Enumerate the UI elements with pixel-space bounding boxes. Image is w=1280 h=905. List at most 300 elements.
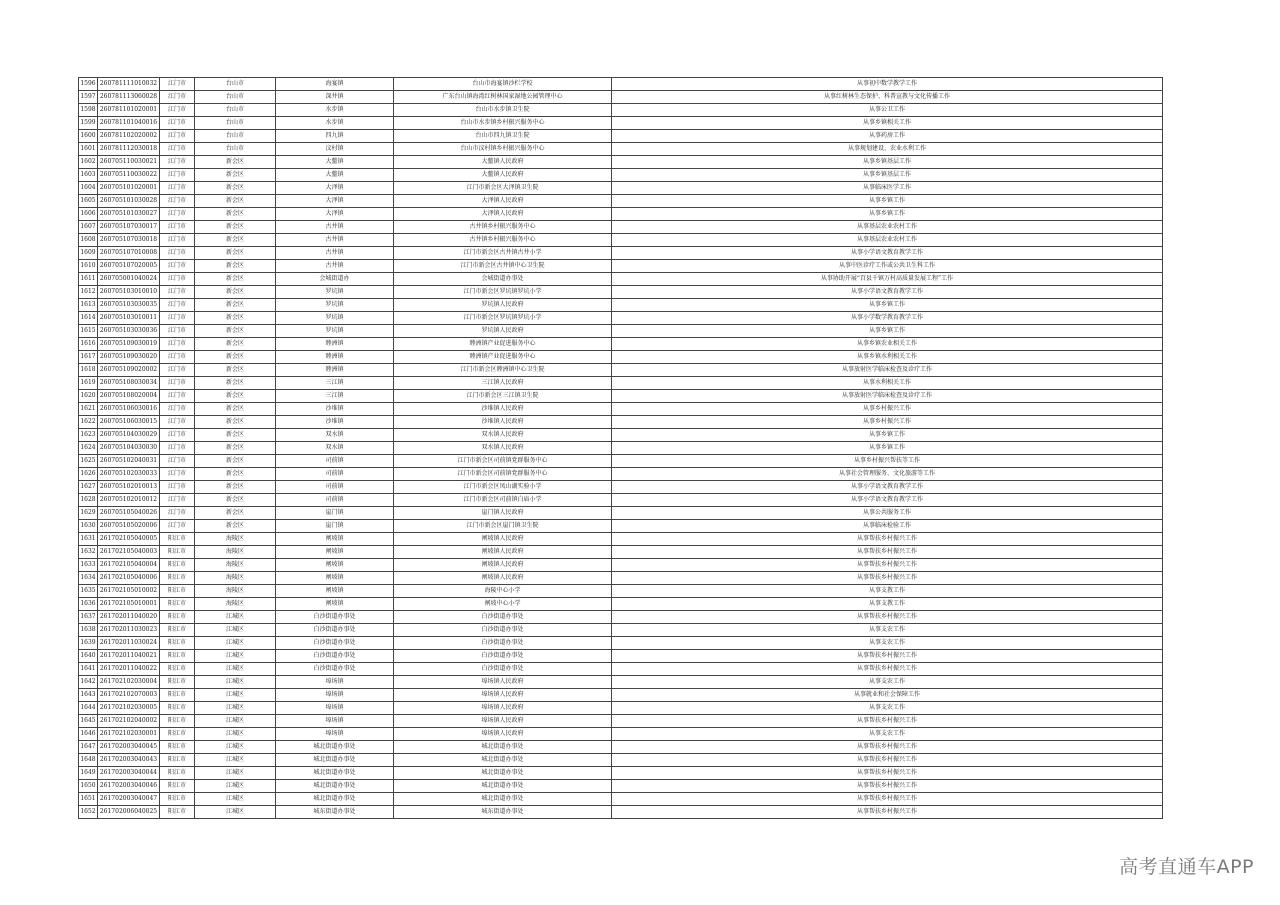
city-cell: 阳江市 — [160, 611, 195, 624]
town-cell: 睦洲镇 — [276, 351, 394, 364]
duty-cell: 从事支农工作 — [612, 637, 1163, 650]
table-row — [79, 624, 1163, 637]
position-code-cell: 261702006040025 — [98, 806, 160, 819]
position-code-cell: 260705001040024 — [98, 273, 160, 286]
table-row — [79, 221, 1163, 234]
city-cell: 阳江市 — [160, 715, 195, 728]
duty-cell: 从事乡镇工作 — [612, 429, 1163, 442]
positions-table — [78, 77, 1163, 819]
unit-cell: 闸坡镇人民政府 — [394, 559, 612, 572]
unit-cell: 广东台山镇海湾红树林国家湿地公园管理中心 — [394, 91, 612, 104]
district-cell: 新会区 — [195, 182, 276, 195]
table-row — [79, 793, 1163, 806]
district-cell: 海陵区 — [195, 585, 276, 598]
position-code-cell: 260705105020006 — [98, 520, 160, 533]
district-cell: 新会区 — [195, 325, 276, 338]
position-code-cell: 261702102030001 — [98, 728, 160, 741]
town-cell: 白沙街道办事处 — [276, 637, 394, 650]
unit-cell: 江门市新会区大泽镇卫生院 — [394, 182, 612, 195]
unit-cell: 白沙街道办事处 — [394, 611, 612, 624]
duty-cell: 从事临床医学工作 — [612, 182, 1163, 195]
district-cell: 新会区 — [195, 455, 276, 468]
unit-cell: 白沙街道办事处 — [394, 637, 612, 650]
city-cell: 江门市 — [160, 520, 195, 533]
table-row — [79, 806, 1163, 819]
position-code-cell: 260705105040026 — [98, 507, 160, 520]
row-number-cell: 1612 — [79, 286, 98, 299]
unit-cell: 白沙街道办事处 — [394, 650, 612, 663]
table-row — [79, 403, 1163, 416]
position-code-cell: 260705107030018 — [98, 234, 160, 247]
town-cell: 城北街道办事处 — [276, 767, 394, 780]
table-row — [79, 715, 1163, 728]
duty-cell: 从事协助开展“百县千镇万村高质量发展工程”工作 — [612, 273, 1163, 286]
unit-cell: 江门市新会区凤山湖实验小学 — [394, 481, 612, 494]
position-code-cell: 260781112030018 — [98, 143, 160, 156]
duty-cell: 从事小学语文教育教学工作 — [612, 247, 1163, 260]
duty-cell: 从事帮扶乡村振兴工作 — [612, 780, 1163, 793]
table-row — [79, 611, 1163, 624]
city-cell: 阳江市 — [160, 767, 195, 780]
district-cell: 江城区 — [195, 780, 276, 793]
district-cell: 新会区 — [195, 520, 276, 533]
table-row — [79, 117, 1163, 130]
duty-cell: 从事乡镇农业相关工作 — [612, 338, 1163, 351]
duty-cell: 从事帮扶乡村振兴工作 — [612, 741, 1163, 754]
unit-cell: 城北街道办事处 — [394, 767, 612, 780]
city-cell: 阳江市 — [160, 559, 195, 572]
district-cell: 台山市 — [195, 143, 276, 156]
district-cell: 江城区 — [195, 611, 276, 624]
district-cell: 江城区 — [195, 637, 276, 650]
table-row — [79, 195, 1163, 208]
table-row — [79, 416, 1163, 429]
district-cell: 海陵区 — [195, 546, 276, 559]
duty-cell: 从事小学数学教育教学工作 — [612, 312, 1163, 325]
position-code-cell: 260705103010011 — [98, 312, 160, 325]
row-number-cell: 1617 — [79, 351, 98, 364]
row-number-cell: 1651 — [79, 793, 98, 806]
unit-cell: 埠场镇人民政府 — [394, 715, 612, 728]
district-cell: 台山市 — [195, 91, 276, 104]
unit-cell: 崖门镇人民政府 — [394, 507, 612, 520]
city-cell: 江门市 — [160, 390, 195, 403]
unit-cell: 沙堆镇人民政府 — [394, 416, 612, 429]
row-number-cell: 1608 — [79, 234, 98, 247]
duty-cell: 从事帮扶乡村振兴工作 — [612, 715, 1163, 728]
table-row — [79, 299, 1163, 312]
table-row — [79, 741, 1163, 754]
district-cell: 新会区 — [195, 169, 276, 182]
position-code-cell: 260781111010032 — [98, 78, 160, 91]
table-row — [79, 273, 1163, 286]
city-cell: 阳江市 — [160, 754, 195, 767]
district-cell: 新会区 — [195, 299, 276, 312]
row-number-cell: 1607 — [79, 221, 98, 234]
town-cell: 闸坡镇 — [276, 559, 394, 572]
town-cell: 闸坡镇 — [276, 533, 394, 546]
district-cell: 新会区 — [195, 429, 276, 442]
city-cell: 阳江市 — [160, 650, 195, 663]
city-cell: 江门市 — [160, 286, 195, 299]
town-cell: 会城街道办 — [276, 273, 394, 286]
duty-cell: 从事乡镇基层工作 — [612, 169, 1163, 182]
duty-cell: 从事支农工作 — [612, 702, 1163, 715]
city-cell: 阳江市 — [160, 585, 195, 598]
row-number-cell: 1652 — [79, 806, 98, 819]
town-cell: 罗坑镇 — [276, 299, 394, 312]
unit-cell: 闸坡镇人民政府 — [394, 546, 612, 559]
duty-cell: 从事乡镇基层工作 — [612, 156, 1163, 169]
unit-cell: 江门市新会区罗坑镇罗坑小学 — [394, 312, 612, 325]
town-cell: 深井镇 — [276, 91, 394, 104]
table-row — [79, 143, 1163, 156]
district-cell: 海陵区 — [195, 559, 276, 572]
table-row — [79, 325, 1163, 338]
unit-cell: 睦洲镇产业促进服务中心 — [394, 338, 612, 351]
unit-cell: 城北街道办事处 — [394, 780, 612, 793]
city-cell: 阳江市 — [160, 533, 195, 546]
unit-cell: 江门市新会区古井镇古井小学 — [394, 247, 612, 260]
city-cell: 江门市 — [160, 156, 195, 169]
district-cell: 海陵区 — [195, 533, 276, 546]
unit-cell: 海陵中心小学 — [394, 585, 612, 598]
unit-cell: 会城街道办事处 — [394, 273, 612, 286]
district-cell: 新会区 — [195, 156, 276, 169]
duty-cell: 从事帮扶乡村振兴工作 — [612, 663, 1163, 676]
row-number-cell: 1637 — [79, 611, 98, 624]
town-cell: 古井镇 — [276, 234, 394, 247]
district-cell: 新会区 — [195, 234, 276, 247]
unit-cell: 江门市新会区睦洲镇中心卫生院 — [394, 364, 612, 377]
position-code-cell: 261702003040045 — [98, 741, 160, 754]
position-code-cell: 261702105010002 — [98, 585, 160, 598]
position-code-cell: 260705108030034 — [98, 377, 160, 390]
district-cell: 新会区 — [195, 377, 276, 390]
unit-cell: 台山市汶村镇乡村振兴服务中心 — [394, 143, 612, 156]
table-row — [79, 338, 1163, 351]
city-cell: 江门市 — [160, 143, 195, 156]
city-cell: 江门市 — [160, 416, 195, 429]
watermark-text: 高考直通车APP — [1119, 856, 1254, 878]
duty-cell: 从事乡村振兴工作 — [612, 416, 1163, 429]
town-cell: 城北街道办事处 — [276, 793, 394, 806]
district-cell: 江城区 — [195, 754, 276, 767]
city-cell: 阳江市 — [160, 793, 195, 806]
table-row — [79, 767, 1163, 780]
duty-cell: 从事帮扶乡村振兴工作 — [612, 533, 1163, 546]
position-code-cell: 261702102040002 — [98, 715, 160, 728]
unit-cell: 罗坑镇人民政府 — [394, 325, 612, 338]
city-cell: 江门市 — [160, 117, 195, 130]
row-number-cell: 1650 — [79, 780, 98, 793]
row-number-cell: 1614 — [79, 312, 98, 325]
table-row — [79, 156, 1163, 169]
town-cell: 埠场镇 — [276, 702, 394, 715]
position-code-cell: 260705107020005 — [98, 260, 160, 273]
position-code-cell: 261702011040022 — [98, 663, 160, 676]
duty-cell: 从事小学语文教育教学工作 — [612, 481, 1163, 494]
row-number-cell: 1598 — [79, 104, 98, 117]
table-row — [79, 260, 1163, 273]
unit-cell: 大鳌镇人民政府 — [394, 156, 612, 169]
row-number-cell: 1638 — [79, 624, 98, 637]
district-cell: 台山市 — [195, 78, 276, 91]
district-cell: 新会区 — [195, 247, 276, 260]
city-cell: 江门市 — [160, 325, 195, 338]
unit-cell: 江门市新会区三江镇卫生院 — [394, 390, 612, 403]
unit-cell: 沙堆镇人民政府 — [394, 403, 612, 416]
town-cell: 埠场镇 — [276, 715, 394, 728]
town-cell: 古井镇 — [276, 247, 394, 260]
row-number-cell: 1613 — [79, 299, 98, 312]
city-cell: 江门市 — [160, 195, 195, 208]
unit-cell: 大泽镇人民政府 — [394, 208, 612, 221]
position-code-cell: 260705109020002 — [98, 364, 160, 377]
duty-cell: 从事支教工作 — [612, 585, 1163, 598]
district-cell: 新会区 — [195, 273, 276, 286]
town-cell: 汶村镇 — [276, 143, 394, 156]
unit-cell: 台山市四九镇卫生院 — [394, 130, 612, 143]
town-cell: 水步镇 — [276, 117, 394, 130]
row-number-cell: 1615 — [79, 325, 98, 338]
table-row — [79, 169, 1163, 182]
city-cell: 阳江市 — [160, 702, 195, 715]
town-cell: 埠场镇 — [276, 689, 394, 702]
town-cell: 睦洲镇 — [276, 338, 394, 351]
city-cell: 江门市 — [160, 182, 195, 195]
table-row — [79, 442, 1163, 455]
town-cell: 双水镇 — [276, 442, 394, 455]
unit-cell: 古井镇乡村振兴服务中心 — [394, 234, 612, 247]
row-number-cell: 1628 — [79, 494, 98, 507]
district-cell: 新会区 — [195, 468, 276, 481]
position-code-cell: 261702003040047 — [98, 793, 160, 806]
position-code-cell: 260705106030015 — [98, 416, 160, 429]
position-code-cell: 260705101020001 — [98, 182, 160, 195]
position-code-cell: 260705107010008 — [98, 247, 160, 260]
unit-cell: 白沙街道办事处 — [394, 663, 612, 676]
duty-cell: 从事帮扶乡村振兴工作 — [612, 572, 1163, 585]
district-cell: 新会区 — [195, 507, 276, 520]
table-row — [79, 234, 1163, 247]
table-row — [79, 676, 1163, 689]
city-cell: 江门市 — [160, 169, 195, 182]
table-row — [79, 598, 1163, 611]
district-cell: 江城区 — [195, 702, 276, 715]
town-cell: 大鳌镇 — [276, 156, 394, 169]
table-row — [79, 130, 1163, 143]
city-cell: 阳江市 — [160, 676, 195, 689]
district-cell: 新会区 — [195, 208, 276, 221]
unit-cell: 江门市新会区古井镇中心卫生院 — [394, 260, 612, 273]
duty-cell: 从事乡镇工作 — [612, 208, 1163, 221]
position-code-cell: 261702003040044 — [98, 767, 160, 780]
position-code-cell: 260705109030020 — [98, 351, 160, 364]
position-code-cell: 260705110030022 — [98, 169, 160, 182]
unit-cell: 江门市新会区司前镇党群服务中心 — [394, 455, 612, 468]
position-code-cell: 260705106030016 — [98, 403, 160, 416]
table-row — [79, 559, 1163, 572]
city-cell: 阳江市 — [160, 728, 195, 741]
position-code-cell: 260781101040016 — [98, 117, 160, 130]
unit-cell: 古井镇乡村振兴服务中心 — [394, 221, 612, 234]
position-code-cell: 260705103030035 — [98, 299, 160, 312]
town-cell: 闸坡镇 — [276, 572, 394, 585]
table-row — [79, 585, 1163, 598]
city-cell: 江门市 — [160, 299, 195, 312]
row-number-cell: 1641 — [79, 663, 98, 676]
town-cell: 大鳌镇 — [276, 169, 394, 182]
row-number-cell: 1605 — [79, 195, 98, 208]
row-number-cell: 1626 — [79, 468, 98, 481]
table-row — [79, 520, 1163, 533]
city-cell: 阳江市 — [160, 572, 195, 585]
unit-cell: 埠场镇人民政府 — [394, 676, 612, 689]
duty-cell: 从事社会管理服务、文化旅游等工作 — [612, 468, 1163, 481]
table-row — [79, 78, 1163, 91]
table-row — [79, 390, 1163, 403]
unit-cell: 大泽镇人民政府 — [394, 195, 612, 208]
district-cell: 新会区 — [195, 312, 276, 325]
unit-cell: 三江镇人民政府 — [394, 377, 612, 390]
duty-cell: 从事小学语文教育教学工作 — [612, 494, 1163, 507]
table-row — [79, 663, 1163, 676]
district-cell: 新会区 — [195, 403, 276, 416]
city-cell: 江门市 — [160, 338, 195, 351]
district-cell: 江城区 — [195, 663, 276, 676]
row-number-cell: 1643 — [79, 689, 98, 702]
row-number-cell: 1609 — [79, 247, 98, 260]
town-cell: 司前镇 — [276, 468, 394, 481]
duty-cell: 从事临床检验工作 — [612, 520, 1163, 533]
duty-cell: 从事放射医学临床检查及诊疗工作 — [612, 390, 1163, 403]
city-cell: 江门市 — [160, 247, 195, 260]
position-code-cell: 261702105010001 — [98, 598, 160, 611]
row-number-cell: 1642 — [79, 676, 98, 689]
district-cell: 海陵区 — [195, 598, 276, 611]
district-cell: 新会区 — [195, 286, 276, 299]
district-cell: 新会区 — [195, 338, 276, 351]
district-cell: 海陵区 — [195, 572, 276, 585]
duty-cell: 从事支农工作 — [612, 728, 1163, 741]
table-row — [79, 182, 1163, 195]
town-cell: 白沙街道办事处 — [276, 611, 394, 624]
table-row — [79, 650, 1163, 663]
district-cell: 江城区 — [195, 793, 276, 806]
position-code-cell: 260705107030017 — [98, 221, 160, 234]
town-cell: 崖门镇 — [276, 520, 394, 533]
duty-cell: 从事初中数学教学工作 — [612, 78, 1163, 91]
district-cell: 新会区 — [195, 195, 276, 208]
city-cell: 阳江市 — [160, 663, 195, 676]
town-cell: 埠场镇 — [276, 676, 394, 689]
town-cell: 古井镇 — [276, 221, 394, 234]
town-cell: 城东街道办事处 — [276, 806, 394, 819]
unit-cell: 城东街道办事处 — [394, 806, 612, 819]
table-row — [79, 494, 1163, 507]
town-cell: 沙堆镇 — [276, 416, 394, 429]
city-cell: 江门市 — [160, 208, 195, 221]
row-number-cell: 1623 — [79, 429, 98, 442]
position-code-cell: 260705102010013 — [98, 481, 160, 494]
duty-cell: 从事帮扶乡村振兴工作 — [612, 559, 1163, 572]
row-number-cell: 1627 — [79, 481, 98, 494]
row-number-cell: 1611 — [79, 273, 98, 286]
unit-cell: 江门市新会区司前镇白庙小学 — [394, 494, 612, 507]
row-number-cell: 1599 — [79, 117, 98, 130]
table-row — [79, 429, 1163, 442]
duty-cell: 从事基层农业农村工作 — [612, 234, 1163, 247]
position-code-cell: 261702003040046 — [98, 780, 160, 793]
position-code-cell: 261702105040004 — [98, 559, 160, 572]
town-cell: 城北街道办事处 — [276, 754, 394, 767]
position-code-cell: 260705101030027 — [98, 208, 160, 221]
city-cell: 阳江市 — [160, 780, 195, 793]
duty-cell: 从事乡村振兴工作 — [612, 403, 1163, 416]
city-cell: 江门市 — [160, 507, 195, 520]
duty-cell: 从事帮扶乡村振兴工作 — [612, 546, 1163, 559]
row-number-cell: 1648 — [79, 754, 98, 767]
duty-cell: 从事帮扶乡村振兴工作 — [612, 793, 1163, 806]
duty-cell: 从事乡镇工作 — [612, 325, 1163, 338]
row-number-cell: 1622 — [79, 416, 98, 429]
duty-cell: 从事帮扶乡村振兴工作 — [612, 806, 1163, 819]
city-cell: 江门市 — [160, 221, 195, 234]
city-cell: 江门市 — [160, 429, 195, 442]
table-row — [79, 702, 1163, 715]
town-cell: 埠场镇 — [276, 728, 394, 741]
row-number-cell: 1639 — [79, 637, 98, 650]
district-cell: 新会区 — [195, 351, 276, 364]
district-cell: 台山市 — [195, 117, 276, 130]
table-row — [79, 780, 1163, 793]
unit-cell: 闸坡中心小学 — [394, 598, 612, 611]
row-number-cell: 1606 — [79, 208, 98, 221]
position-code-cell: 261702102030004 — [98, 676, 160, 689]
town-cell: 睦洲镇 — [276, 364, 394, 377]
row-number-cell: 1646 — [79, 728, 98, 741]
row-number-cell: 1624 — [79, 442, 98, 455]
district-cell: 江城区 — [195, 624, 276, 637]
position-code-cell: 260781101020001 — [98, 104, 160, 117]
duty-cell: 从事中医诊疗工作或公共卫生科工作 — [612, 260, 1163, 273]
town-cell: 闸坡镇 — [276, 585, 394, 598]
district-cell: 台山市 — [195, 130, 276, 143]
table-row — [79, 754, 1163, 767]
town-cell: 白沙街道办事处 — [276, 624, 394, 637]
unit-cell: 台山市水步镇卫生院 — [394, 104, 612, 117]
town-cell: 罗坑镇 — [276, 325, 394, 338]
unit-cell: 闸坡镇人民政府 — [394, 533, 612, 546]
table-row — [79, 364, 1163, 377]
table-row — [79, 351, 1163, 364]
city-cell: 江门市 — [160, 377, 195, 390]
table-row — [79, 455, 1163, 468]
position-code-cell: 260705103030036 — [98, 325, 160, 338]
district-cell: 江城区 — [195, 767, 276, 780]
duty-cell: 从事公卫工作 — [612, 104, 1163, 117]
duty-cell: 从事小学语文教育教学工作 — [612, 286, 1163, 299]
unit-cell: 埠场镇人民政府 — [394, 689, 612, 702]
duty-cell: 从事帮扶乡村振兴工作 — [612, 767, 1163, 780]
unit-cell: 埠场镇人民政府 — [394, 728, 612, 741]
row-number-cell: 1596 — [79, 78, 98, 91]
table-row — [79, 572, 1163, 585]
duty-cell: 从事支农工作 — [612, 624, 1163, 637]
table-body — [79, 78, 1163, 819]
position-code-cell: 261702105040005 — [98, 533, 160, 546]
